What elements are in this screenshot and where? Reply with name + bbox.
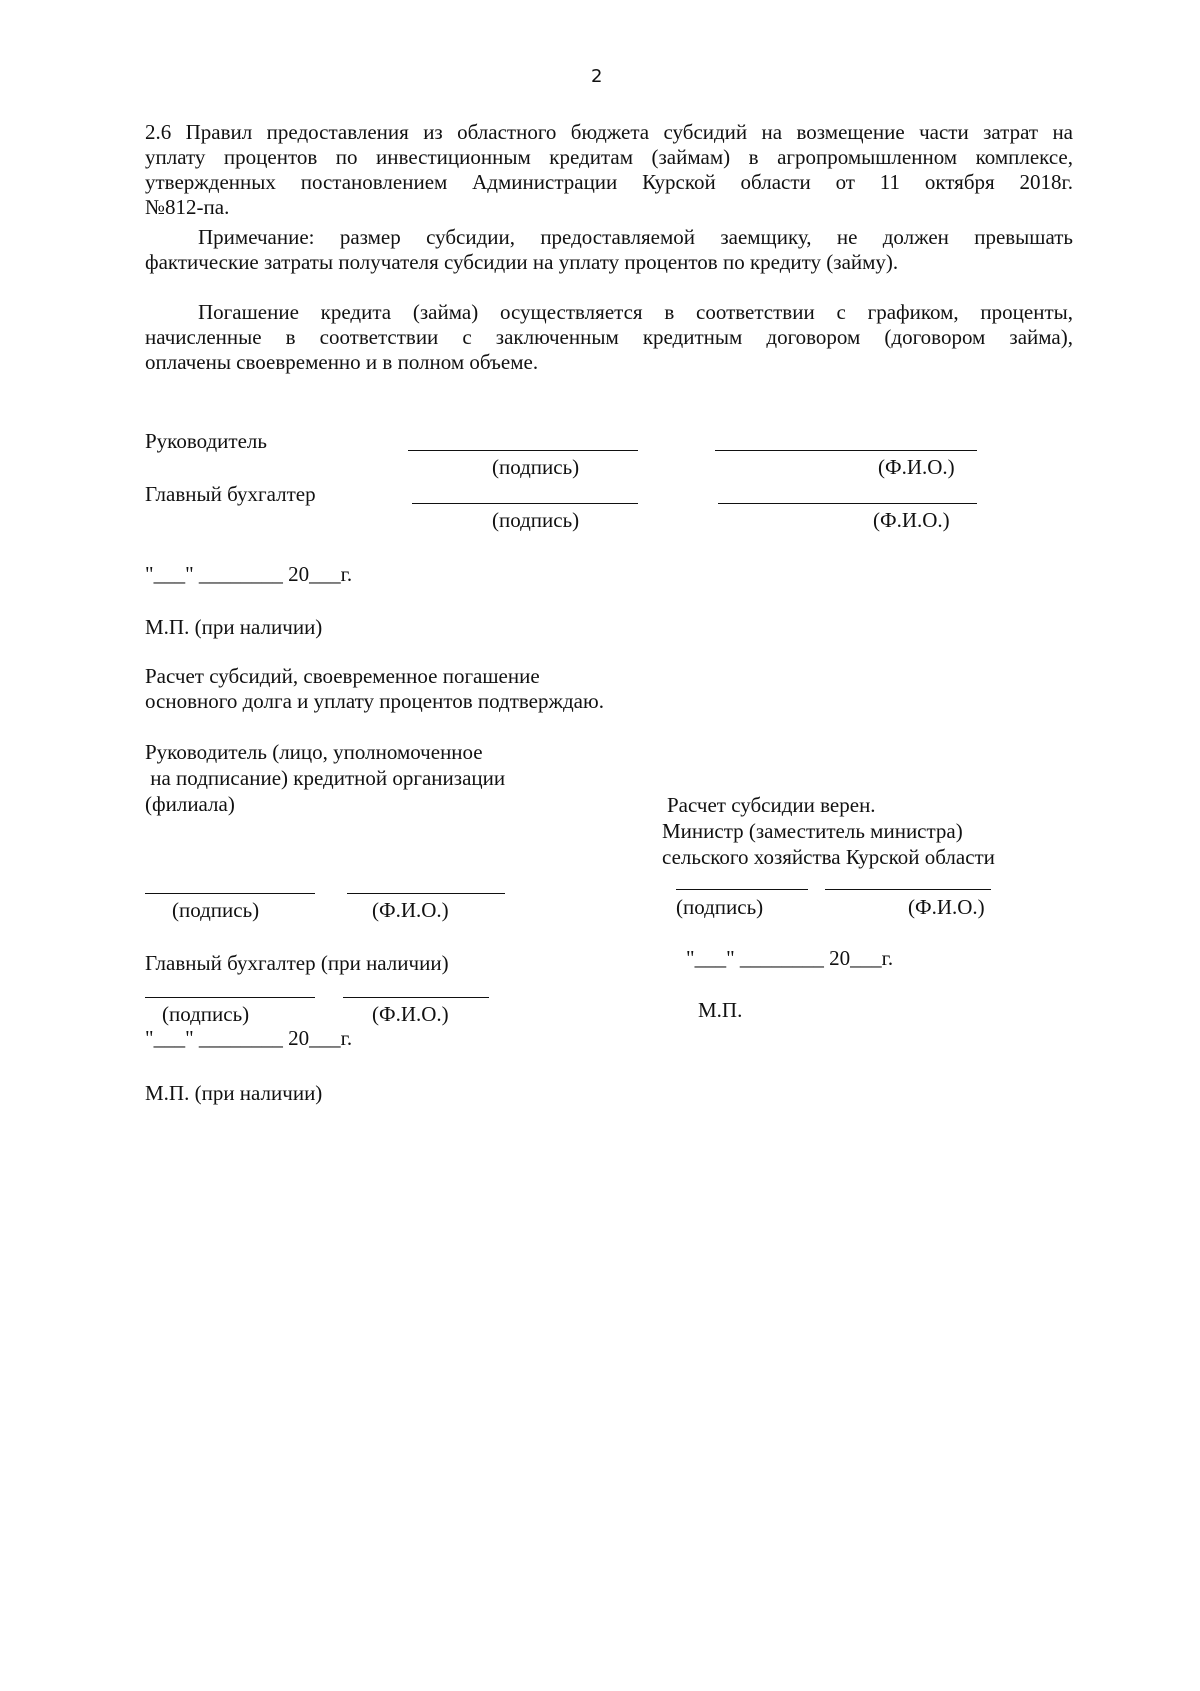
page-number: 2 xyxy=(591,66,603,87)
head-label: Руководитель xyxy=(145,429,267,453)
paragraph-line: утвержденных постановлением Администрации Курской области от 11 октября 2018г. xyxy=(145,170,1073,194)
ministry-line: Расчет субсидии верен. xyxy=(667,793,876,817)
fio-caption: (Ф.И.О.) xyxy=(908,895,985,919)
note-line: Примечание: размер субсидии, предоставляемой заемщику, не должен превышать xyxy=(198,225,1073,249)
bank-chief-accountant-label: Главный бухгалтер (при наличии) xyxy=(145,951,449,975)
paragraph-line: №812-па. xyxy=(145,195,230,219)
fio-caption: (Ф.И.О.) xyxy=(372,898,449,922)
paragraph-line: уплату процентов по инвестиционным кредитам (займам) в агропромышленном комплексе, xyxy=(145,145,1073,169)
ministry-date-line: "___" ________ 20___г. xyxy=(686,946,894,970)
repayment-line: начисленные в соответствии с заключенным кредитным договором (договором займа), xyxy=(145,325,1073,349)
confirmation-line: основного долга и уплату процентов подтверждаю. xyxy=(145,689,604,713)
bank-head-line: на подписание) кредитной организации xyxy=(145,766,506,790)
fio-caption: (Ф.И.О.) xyxy=(372,1002,449,1026)
fio-caption: (Ф.И.О.) xyxy=(873,508,950,532)
signature-caption: (подпись) xyxy=(162,1002,250,1026)
head-fio-line[interactable] xyxy=(715,450,977,451)
ministry-signature-line[interactable] xyxy=(676,889,808,890)
stamp-label: М.П. (при наличии) xyxy=(145,615,323,639)
ministry-stamp-label: М.П. xyxy=(698,998,743,1022)
signature-caption: (подпись) xyxy=(676,895,764,919)
ministry-line: сельского хозяйства Курской области xyxy=(662,845,995,869)
bank-accountant-signature-line[interactable] xyxy=(145,997,315,998)
fio-caption: (Ф.И.О.) xyxy=(878,455,955,479)
bank-accountant-fio-line[interactable] xyxy=(343,997,489,998)
ministry-fio-line[interactable] xyxy=(825,889,991,890)
bank-fio-line[interactable] xyxy=(347,893,505,894)
bank-head-line: Руководитель (лицо, уполномоченное xyxy=(145,740,483,764)
date-line: "___" ________ 20___г. xyxy=(145,562,353,586)
head-signature-line[interactable] xyxy=(408,450,638,451)
ministry-line: Министр (заместитель министра) xyxy=(662,819,963,843)
accountant-fio-line[interactable] xyxy=(718,503,977,504)
paragraph-line: 2.6 Правил предоставления из областного бюджета субсидий на возмещение части затрат на xyxy=(145,120,1073,144)
accountant-signature-line[interactable] xyxy=(412,503,638,504)
signature-caption: (подпись) xyxy=(492,455,580,479)
note-line: фактические затраты получателя субсидии на уплату процентов по кредиту (займу). xyxy=(145,250,899,274)
bank-date-line: "___" ________ 20___г. xyxy=(145,1026,353,1050)
signature-caption: (подпись) xyxy=(492,508,580,532)
confirmation-line: Расчет субсидий, своевременное погашение xyxy=(145,664,540,688)
chief-accountant-label: Главный бухгалтер xyxy=(145,482,316,506)
repayment-line: оплачены своевременно и в полном объеме. xyxy=(145,350,539,374)
signature-caption: (подпись) xyxy=(172,898,260,922)
bank-head-line: (филиала) xyxy=(145,792,235,816)
bank-signature-line[interactable] xyxy=(145,893,315,894)
bank-stamp-label: М.П. (при наличии) xyxy=(145,1081,323,1105)
repayment-line: Погашение кредита (займа) осуществляется в соответствии с графиком, проценты, xyxy=(198,300,1073,324)
